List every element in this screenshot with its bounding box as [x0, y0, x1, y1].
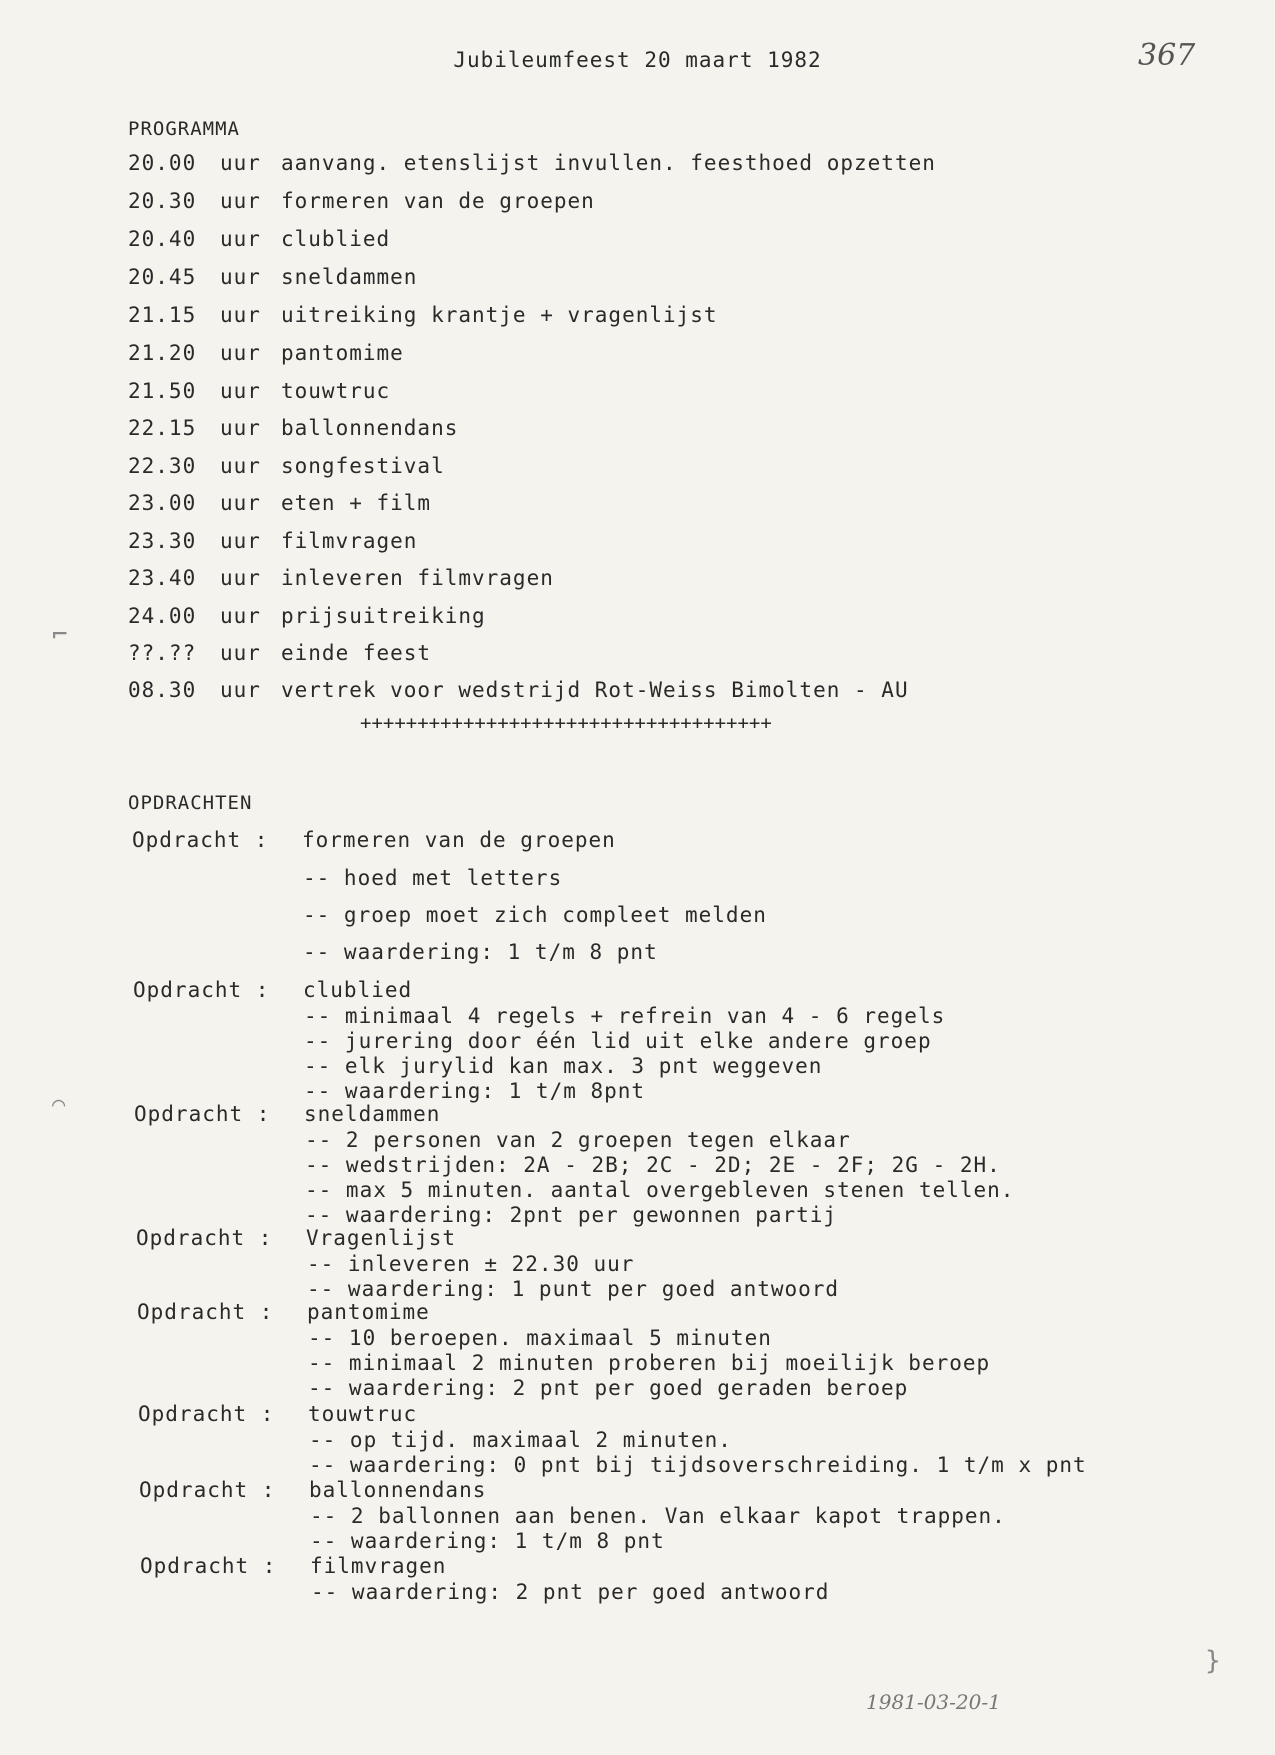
opdracht-detail: -- hoed met letters — [303, 866, 563, 890]
programma-activity: aanvang. etenslijst invullen. feesthoed opzetten — [281, 151, 936, 175]
programma-time: 21.50 — [128, 379, 197, 403]
opdracht-title — [133, 978, 412, 1002]
opdracht-name: clublied — [303, 978, 413, 1002]
margin-mark: ⌒ — [52, 1092, 66, 1117]
programma-unit: uur — [220, 227, 261, 251]
programma-unit: uur — [220, 341, 261, 365]
programma-unit: uur — [220, 151, 261, 175]
programma-unit: uur — [220, 641, 261, 665]
programma-activity: touwtruc — [281, 379, 391, 403]
programma-item — [128, 413, 458, 443]
programma-item — [128, 601, 486, 631]
programma-activity: ballonnendans — [281, 416, 459, 440]
opdracht-detail: -- elk jurylid kan max. 3 pnt weggeven — [304, 1054, 823, 1078]
opdracht-name: Vragenlijst — [306, 1226, 457, 1250]
programma-activity: sneldammen — [281, 265, 418, 289]
document-title: Jubileumfeest 20 maart 1982 — [453, 48, 822, 72]
programma-time: 21.20 — [128, 341, 197, 365]
programma-activity: pantomime — [281, 341, 404, 365]
opdracht-title — [134, 1102, 440, 1126]
opdracht-detail: -- jurering door één lid uit elke andere groep — [304, 1029, 932, 1053]
opdracht-name: formeren van de groepen — [302, 828, 616, 852]
programma-unit: uur — [220, 416, 261, 440]
programma-unit: uur — [220, 491, 261, 515]
opdracht-name: sneldammen — [304, 1102, 441, 1126]
opdracht-detail: -- groep moet zich compleet melden — [303, 903, 767, 927]
opdracht-label: Opdracht : — [133, 978, 270, 1002]
programma-unit: uur — [220, 303, 261, 327]
programma-time: ??.?? — [128, 641, 197, 665]
opdracht-label: Opdracht : — [132, 828, 269, 852]
opdracht-label: Opdracht : — [140, 1554, 277, 1578]
opdracht-detail: -- waardering: 1 t/m 8 pnt — [303, 940, 658, 964]
programma-activity: formeren van de groepen — [281, 189, 595, 213]
opdracht-title — [137, 1300, 430, 1324]
programma-activity: songfestival — [281, 454, 445, 478]
programma-unit: uur — [220, 604, 261, 628]
opdracht-detail: -- waardering: 2 pnt per goed geraden beroep — [308, 1376, 909, 1400]
opdracht-detail: -- minimaal 2 minuten proberen bij moeilijk beroep — [308, 1351, 991, 1375]
programma-item — [128, 488, 431, 518]
programma-activity: einde feest — [281, 641, 432, 665]
opdracht-label: Opdracht : — [136, 1226, 273, 1250]
programma-time: 23.30 — [128, 529, 197, 553]
opdracht-detail: -- waardering: 0 pnt bij tijdsoverschreiding. 1 t/m x pnt — [309, 1453, 1087, 1477]
opdracht-label: Opdracht : — [138, 1402, 275, 1426]
margin-mark: } — [1205, 1646, 1221, 1676]
opdracht-detail: -- 10 beroepen. maximaal 5 minuten — [308, 1326, 772, 1350]
opdracht-name: touwtruc — [308, 1402, 418, 1426]
opdracht-title — [140, 1554, 446, 1578]
opdracht-detail: -- minimaal 4 regels + refrein van 4 - 6 regels — [304, 1004, 946, 1028]
programma-time: 20.00 — [128, 151, 197, 175]
opdracht-detail: -- waardering: 1 t/m 8 pnt — [310, 1529, 665, 1553]
opdracht-detail: -- waardering: 1 t/m 8pnt — [304, 1079, 646, 1103]
programma-time: 22.30 — [128, 454, 197, 478]
programma-unit: uur — [220, 529, 261, 553]
opdracht-name: filmvragen — [310, 1554, 447, 1578]
programma-item — [128, 300, 718, 330]
programma-time: 20.30 — [128, 189, 197, 213]
opdracht-detail: -- 2 ballonnen aan benen. Van elkaar kapot trappen. — [310, 1504, 1006, 1528]
opdracht-detail: -- waardering: 1 punt per goed antwoord — [307, 1277, 840, 1301]
opdracht-label: Opdracht : — [134, 1102, 271, 1126]
divider: ++++++++++++++++++++++++++++++++++++ — [360, 712, 772, 734]
programma-unit: uur — [220, 189, 261, 213]
opdracht-title — [132, 828, 616, 852]
programma-item — [128, 451, 445, 481]
opdracht-detail: -- op tijd. maximaal 2 minuten. — [309, 1428, 732, 1452]
programma-activity: prijsuitreiking — [281, 604, 486, 628]
programma-unit: uur — [220, 265, 261, 289]
programma-activity: eten + film — [281, 491, 432, 515]
programma-time: 08.30 — [128, 678, 197, 702]
programma-time: 20.45 — [128, 265, 197, 289]
programma-time: 23.40 — [128, 566, 197, 590]
programma-item — [128, 186, 595, 216]
opdracht-detail: -- inleveren ± 22.30 uur — [307, 1252, 635, 1276]
programma-time: 22.15 — [128, 416, 197, 440]
opdracht-detail: -- waardering: 2 pnt per goed antwoord — [311, 1580, 830, 1604]
programma-activity: inleveren filmvragen — [281, 566, 554, 590]
programma-item — [128, 526, 417, 556]
opdracht-detail: -- max 5 minuten. aantal overgebleven stenen tellen. — [305, 1178, 1015, 1202]
opdracht-name: ballonnendans — [309, 1478, 487, 1502]
opdracht-detail: -- 2 personen van 2 groepen tegen elkaar — [305, 1128, 851, 1152]
opdracht-title — [138, 1402, 417, 1426]
programma-unit: uur — [220, 566, 261, 590]
programma-item — [128, 262, 417, 292]
opdracht-title — [139, 1478, 486, 1502]
programma-time: 20.40 — [128, 227, 197, 251]
programma-activity: filmvragen — [281, 529, 418, 553]
page-number: 367 — [1138, 38, 1196, 73]
opdracht-name: pantomime — [307, 1300, 430, 1324]
programma-item — [128, 638, 431, 668]
programma-item — [128, 563, 554, 593]
programma-time: 24.00 — [128, 604, 197, 628]
programma-unit: uur — [220, 678, 261, 702]
programma-item — [128, 338, 404, 368]
programma-heading: PROGRAMMA — [128, 118, 240, 140]
programma-unit: uur — [220, 454, 261, 478]
programma-item — [128, 224, 390, 254]
opdracht-detail: -- waardering: 2pnt per gewonnen partij — [305, 1203, 838, 1227]
opdracht-title — [136, 1226, 456, 1250]
programma-time: 23.00 — [128, 491, 197, 515]
handwritten-note: 1981-03-20-1 — [866, 1690, 1001, 1714]
programma-activity: uitreiking krantje + vragenlijst — [281, 303, 718, 327]
opdracht-label: Opdracht : — [137, 1300, 274, 1324]
programma-item — [128, 148, 936, 178]
programma-item — [128, 675, 909, 705]
programma-unit: uur — [220, 379, 261, 403]
programma-activity: vertrek voor wedstrijd Rot-Weiss Bimolten - AU — [281, 678, 909, 702]
margin-mark: ⌐ — [52, 620, 68, 650]
opdrachten-heading: OPDRACHTEN — [128, 792, 253, 814]
programma-time: 21.15 — [128, 303, 197, 327]
opdracht-label: Opdracht : — [139, 1478, 276, 1502]
programma-item — [128, 376, 390, 406]
programma-activity: clublied — [281, 227, 391, 251]
opdracht-detail: -- wedstrijden: 2A - 2B; 2C - 2D; 2E - 2F; 2G - 2H. — [305, 1153, 1001, 1177]
